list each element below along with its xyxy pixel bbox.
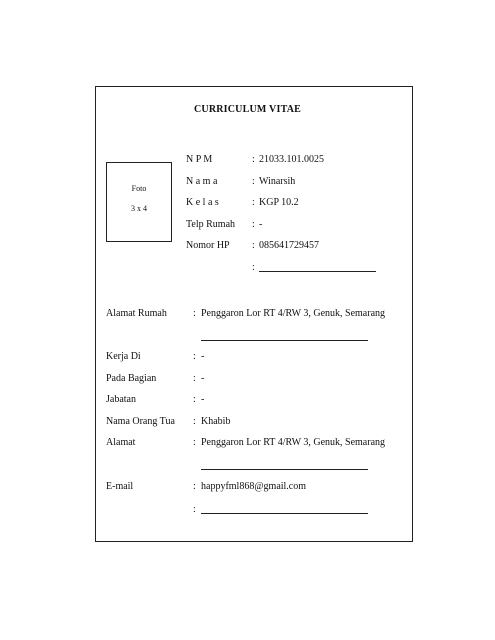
field-value: Winarsih bbox=[259, 176, 296, 187]
field-alamat-rumah bbox=[106, 307, 406, 321]
photo-size: 3 x 4 bbox=[131, 204, 147, 213]
field-value: Penggaron Lor RT 4/RW 3, Genuk, Semarang bbox=[201, 308, 386, 319]
field-pada-bagian bbox=[106, 372, 406, 386]
field-value: - bbox=[201, 351, 205, 362]
field-label: E-mail bbox=[106, 481, 134, 492]
field-value: 21033.101.0025 bbox=[259, 154, 324, 165]
field-colon: : bbox=[252, 262, 255, 273]
field-colon: : bbox=[193, 437, 196, 448]
field-colon: : bbox=[193, 481, 196, 492]
field-label: Alamat bbox=[106, 437, 136, 448]
field-nama bbox=[186, 175, 406, 189]
field-value: - bbox=[201, 394, 205, 405]
field-colon: : bbox=[252, 176, 255, 187]
field-value: 085641729457 bbox=[259, 240, 319, 251]
field-colon: : bbox=[193, 308, 196, 319]
field-alamat bbox=[106, 436, 406, 450]
field-colon: : bbox=[252, 219, 255, 230]
blank-line bbox=[201, 513, 368, 514]
field-kerja-di bbox=[106, 350, 406, 364]
photo-placeholder bbox=[106, 162, 172, 242]
field-value: - bbox=[201, 373, 205, 384]
field-value: KGP 10.2 bbox=[259, 197, 299, 208]
field-blank bbox=[106, 503, 406, 517]
field-label: Kerja Di bbox=[106, 351, 141, 362]
field-label: Pada Bagian bbox=[106, 373, 157, 384]
field-label: Nomor HP bbox=[186, 240, 230, 251]
field-label: N a m a bbox=[186, 176, 218, 187]
blank-line bbox=[201, 469, 368, 470]
field-nama-orang-tua bbox=[106, 415, 406, 429]
field-value: Khabib bbox=[201, 416, 231, 427]
field-colon: : bbox=[252, 154, 255, 165]
field-value: Penggaron Lor RT 4/RW 3, Genuk, Semarang bbox=[201, 437, 386, 448]
field-label: N P M bbox=[186, 154, 213, 165]
field-value: - bbox=[259, 219, 263, 230]
field-blank bbox=[186, 261, 406, 275]
field-nomor-hp bbox=[186, 239, 406, 253]
field-label: Jabatan bbox=[106, 394, 136, 405]
field-colon: : bbox=[252, 240, 255, 251]
field-kelas bbox=[186, 196, 406, 210]
photo-label: Foto bbox=[131, 184, 147, 193]
field-email bbox=[106, 480, 406, 494]
field-label: K e l a s bbox=[186, 197, 219, 208]
blank-line bbox=[201, 340, 368, 341]
blank-line bbox=[259, 271, 376, 272]
field-colon: : bbox=[193, 504, 196, 515]
field-label: Nama Orang Tua bbox=[106, 416, 175, 427]
field-colon: : bbox=[252, 197, 255, 208]
field-jabatan bbox=[106, 393, 406, 407]
field-label: Telp Rumah bbox=[186, 219, 236, 230]
field-colon: : bbox=[193, 394, 196, 405]
field-colon: : bbox=[193, 373, 196, 384]
field-colon: : bbox=[193, 416, 196, 427]
field-label: Alamat Rumah bbox=[106, 308, 167, 319]
field-telp-rumah bbox=[186, 218, 406, 232]
document-title: CURRICULUM VITAE bbox=[193, 104, 301, 115]
field-npm bbox=[186, 153, 406, 167]
field-colon: : bbox=[193, 351, 196, 362]
field-value: happyfml868@gmail.com bbox=[201, 481, 307, 492]
